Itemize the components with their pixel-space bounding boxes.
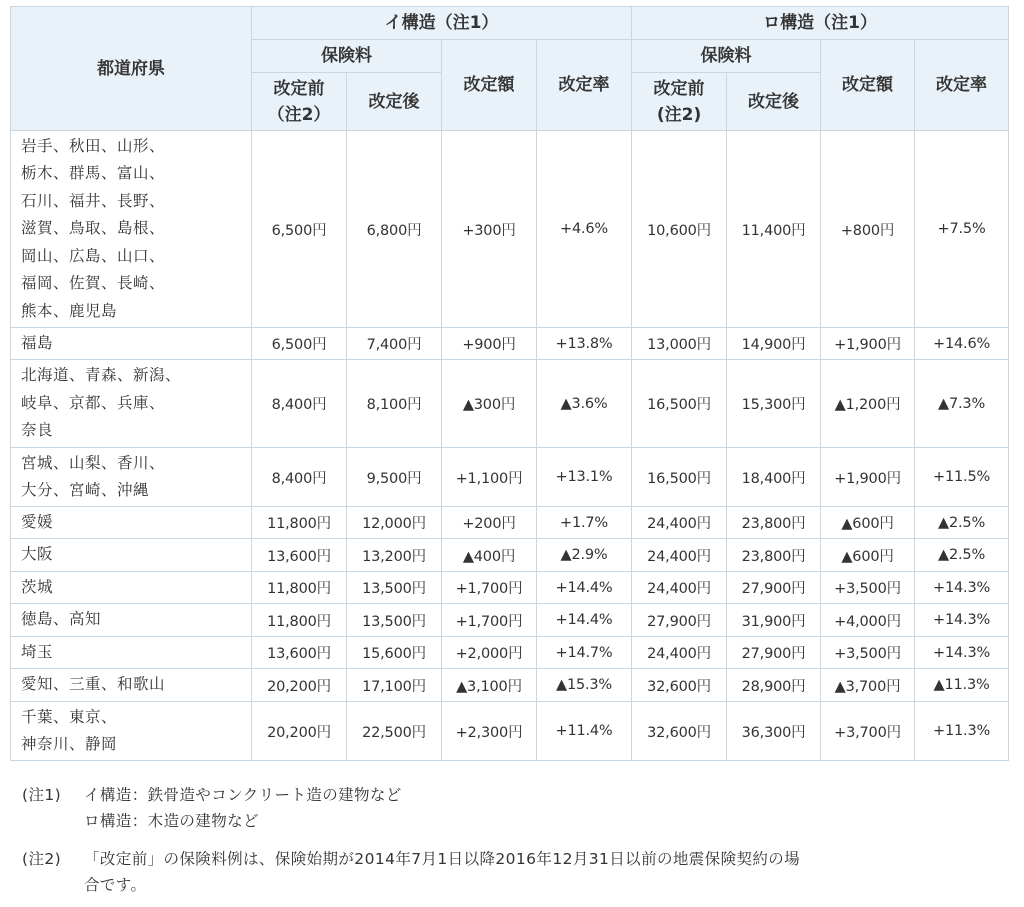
change-rate-i-cell: +14.4% [537, 604, 632, 637]
premium-after-ro-cell: 36,300円 [727, 702, 821, 761]
change-rate-i-cell: ▲15.3% [537, 669, 632, 702]
premium-after-i-cell: 13,200円 [347, 539, 442, 572]
prefecture-name: 岡山、広島、山口、 [21, 246, 166, 265]
premium-before-i-cell: 11,800円 [252, 604, 347, 637]
footnote-line: 合です。 [84, 876, 147, 894]
premium-after-i-cell: 8,100円 [347, 360, 442, 448]
footnote-text [84, 782, 1014, 834]
prefecture-name: 栃木、群馬、富山、 [21, 164, 166, 183]
prefecture-name: 奈良 [21, 421, 54, 440]
premium-before-ro-cell: 32,600円 [632, 669, 727, 702]
footnote-line: 「改定前」の保険料例は、保険始期が2014年7月1日以降2016年12月31日以前の地震保険契約の場 [84, 850, 801, 868]
premium-after-ro-cell: 28,900円 [727, 669, 821, 702]
premium-before-ro-cell: 16,500円 [632, 448, 727, 507]
change-rate-ro-cell: +11.3% [915, 702, 1009, 761]
header-prefecture: 都道府県 [11, 7, 252, 131]
prefecture-cell [11, 360, 252, 448]
header-amount-ro: 改定額 [821, 40, 915, 131]
prefecture-cell [11, 328, 252, 360]
change-rate-i-cell: +13.8% [537, 328, 632, 360]
prefecture-cell [11, 604, 252, 637]
prefecture-name: 福岡、佐賀、長崎、 [21, 274, 166, 293]
change-amount-i-cell: +1,100円 [442, 448, 537, 507]
prefecture-name: 石川、福井、長野、 [21, 191, 166, 210]
premium-after-ro-cell: 23,800円 [727, 507, 821, 539]
prefecture-cell [11, 669, 252, 702]
premium-before-ro-cell: 24,400円 [632, 539, 727, 572]
prefecture-name: 滋賀、鳥取、島根、 [21, 219, 166, 238]
change-rate-i-cell: +14.4% [537, 572, 632, 604]
prefecture-name: 大阪 [21, 545, 54, 564]
premium-before-i-cell: 11,800円 [252, 507, 347, 539]
change-rate-ro-cell: +14.6% [915, 328, 1009, 360]
table-row [11, 131, 1009, 328]
table-row [11, 572, 1009, 604]
premium-before-i-cell: 20,200円 [252, 669, 347, 702]
prefecture-cell [11, 702, 252, 761]
premium-after-i-cell: 15,600円 [347, 637, 442, 669]
header-before-i [252, 73, 347, 131]
prefecture-name: 北海道、青森、新潟、 [21, 366, 182, 385]
prefecture-cell [11, 637, 252, 669]
prefecture-cell [11, 507, 252, 539]
change-amount-ro-cell: +1,900円 [821, 448, 915, 507]
premium-before-i-cell: 8,400円 [252, 360, 347, 448]
premium-rate-table [10, 6, 1009, 761]
change-amount-ro-cell: +3,500円 [821, 572, 915, 604]
premium-before-ro-cell: 24,400円 [632, 637, 727, 669]
change-amount-ro-cell: +3,700円 [821, 702, 915, 761]
header-structure-i: イ構造（注1） [252, 7, 632, 40]
change-rate-i-cell: +13.1% [537, 448, 632, 507]
footnote [22, 846, 1014, 898]
premium-before-ro-cell: 10,600円 [632, 131, 727, 328]
premium-before-ro-cell: 24,400円 [632, 507, 727, 539]
premium-before-i-cell: 13,600円 [252, 539, 347, 572]
prefecture-name: 岩手、秋田、山形、 [21, 136, 166, 155]
change-amount-i-cell: ▲400円 [442, 539, 537, 572]
premium-after-i-cell: 13,500円 [347, 604, 442, 637]
prefecture-name: 大分、宮崎、沖縄 [21, 481, 150, 499]
premium-after-i-cell: 22,500円 [347, 702, 442, 761]
change-amount-ro-cell: +800円 [821, 131, 915, 328]
table-row [11, 702, 1009, 761]
table-row [11, 637, 1009, 669]
prefecture-name: 千葉、東京、 [21, 707, 118, 726]
change-amount-i-cell: +900円 [442, 328, 537, 360]
change-amount-i-cell: ▲300円 [442, 360, 537, 448]
change-rate-ro-cell: +14.3% [915, 637, 1009, 669]
table-header [11, 7, 1009, 131]
premium-after-ro-cell: 11,400円 [727, 131, 821, 328]
change-amount-i-cell: +2,300円 [442, 702, 537, 761]
change-rate-ro-cell: ▲11.3% [915, 669, 1009, 702]
premium-after-ro-cell: 14,900円 [727, 328, 821, 360]
change-amount-i-cell: +2,000円 [442, 637, 537, 669]
change-amount-ro-cell: +4,000円 [821, 604, 915, 637]
footnote-label: (注2) [22, 850, 62, 868]
premium-before-i-cell: 20,200円 [252, 702, 347, 761]
change-amount-ro-cell: ▲600円 [821, 507, 915, 539]
premium-after-i-cell: 17,100円 [347, 669, 442, 702]
prefecture-cell [11, 572, 252, 604]
premium-before-i-cell: 11,800円 [252, 572, 347, 604]
prefecture-name: 福島 [21, 333, 54, 352]
prefecture-cell [11, 448, 252, 507]
table-row [11, 360, 1009, 448]
header-before-ro [632, 73, 727, 131]
premium-before-ro-cell: 24,400円 [632, 572, 727, 604]
premium-after-ro-cell: 27,900円 [727, 572, 821, 604]
header-before-note: （注2） [267, 104, 331, 125]
header-after-ro: 改定後 [727, 73, 821, 131]
change-rate-ro-cell: ▲2.5% [915, 539, 1009, 572]
footnote-line: ロ構造：木造の建物など [84, 812, 259, 830]
prefecture-name: 熊本、鹿児島 [21, 301, 118, 320]
prefecture-name: 埼玉 [21, 642, 54, 661]
premium-after-i-cell: 13,500円 [347, 572, 442, 604]
change-amount-ro-cell: ▲3,700円 [821, 669, 915, 702]
header-premium-ro: 保険料 [632, 40, 821, 73]
change-amount-i-cell: +1,700円 [442, 604, 537, 637]
premium-before-i-cell: 6,500円 [252, 328, 347, 360]
header-rate-i: 改定率 [537, 40, 632, 131]
header-before-label: 改定前 [653, 78, 705, 99]
prefecture-name: 茨城 [21, 577, 54, 596]
prefecture-cell [11, 539, 252, 572]
change-rate-i-cell: ▲3.6% [537, 360, 632, 448]
premium-before-ro-cell: 13,000円 [632, 328, 727, 360]
prefecture-name: 徳島、高知 [21, 610, 102, 629]
premium-before-i-cell: 6,500円 [252, 131, 347, 328]
prefecture-name: 愛媛 [21, 512, 54, 531]
prefecture-name: 岐阜、京都、兵庫、 [21, 393, 166, 412]
change-amount-ro-cell: ▲600円 [821, 539, 915, 572]
header-rate-ro: 改定率 [915, 40, 1009, 131]
change-rate-i-cell: +4.6% [537, 131, 632, 328]
change-rate-ro-cell: ▲7.3% [915, 360, 1009, 448]
footnote [22, 782, 1014, 834]
premium-after-ro-cell: 23,800円 [727, 539, 821, 572]
header-amount-i: 改定額 [442, 40, 537, 131]
table-body [11, 131, 1009, 761]
change-rate-ro-cell: +14.3% [915, 604, 1009, 637]
premium-before-ro-cell: 32,600円 [632, 702, 727, 761]
premium-after-i-cell: 6,800円 [347, 131, 442, 328]
footnote-label: (注1) [22, 786, 62, 804]
header-before-label: 改定前 [273, 78, 325, 99]
premium-after-ro-cell: 15,300円 [727, 360, 821, 448]
footnote-text [84, 846, 1014, 898]
prefecture-cell [11, 131, 252, 328]
change-amount-i-cell: +300円 [442, 131, 537, 328]
change-amount-ro-cell: +3,500円 [821, 637, 915, 669]
change-rate-i-cell: +11.4% [537, 702, 632, 761]
change-rate-i-cell: ▲2.9% [537, 539, 632, 572]
premium-before-i-cell: 13,600円 [252, 637, 347, 669]
prefecture-name: 愛知、三重、和歌山 [21, 675, 166, 694]
prefecture-name: 神奈川、静岡 [21, 735, 118, 753]
prefecture-name: 宮城、山梨、香川、 [21, 453, 166, 472]
change-rate-i-cell: +14.7% [537, 637, 632, 669]
change-rate-i-cell: +1.7% [537, 507, 632, 539]
change-amount-ro-cell: ▲1,200円 [821, 360, 915, 448]
header-structure-ro: ロ構造（注1） [632, 7, 1009, 40]
change-rate-ro-cell: ▲2.5% [915, 507, 1009, 539]
premium-after-i-cell: 7,400円 [347, 328, 442, 360]
table-row [11, 328, 1009, 360]
premium-after-ro-cell: 27,900円 [727, 637, 821, 669]
table-row [11, 669, 1009, 702]
footnote-line: イ構造：鉄骨造やコンクリート造の建物など [84, 786, 402, 804]
change-amount-i-cell: +200円 [442, 507, 537, 539]
table-row [11, 507, 1009, 539]
table-row [11, 448, 1009, 507]
change-rate-ro-cell: +11.5% [915, 448, 1009, 507]
header-before-note: (注2) [656, 104, 702, 125]
header-premium-i: 保険料 [252, 40, 442, 73]
premium-before-ro-cell: 16,500円 [632, 360, 727, 448]
change-amount-ro-cell: +1,900円 [821, 328, 915, 360]
premium-before-ro-cell: 27,900円 [632, 604, 727, 637]
premium-after-i-cell: 9,500円 [347, 448, 442, 507]
premium-after-i-cell: 12,000円 [347, 507, 442, 539]
table-row [11, 604, 1009, 637]
footnotes [22, 782, 1014, 898]
premium-before-i-cell: 8,400円 [252, 448, 347, 507]
premium-after-ro-cell: 31,900円 [727, 604, 821, 637]
premium-after-ro-cell: 18,400円 [727, 448, 821, 507]
header-after-i: 改定後 [347, 73, 442, 131]
change-rate-ro-cell: +14.3% [915, 572, 1009, 604]
change-amount-i-cell: ▲3,100円 [442, 669, 537, 702]
change-amount-i-cell: +1,700円 [442, 572, 537, 604]
change-rate-ro-cell: +7.5% [915, 131, 1009, 328]
table-row [11, 539, 1009, 572]
